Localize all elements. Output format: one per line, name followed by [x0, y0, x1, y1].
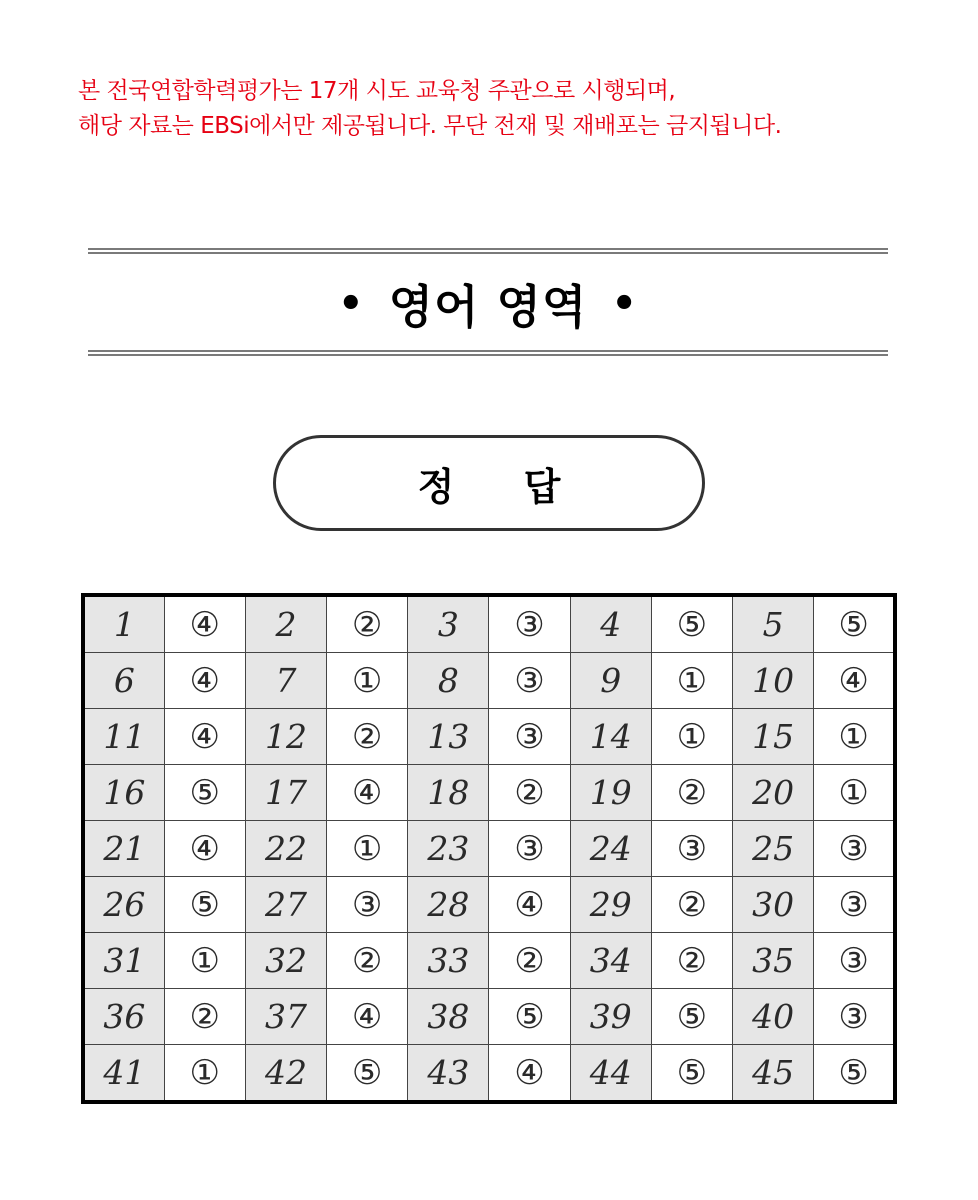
table-row	[83, 989, 895, 1045]
table-row	[83, 877, 895, 933]
question-number: 39	[570, 989, 651, 1045]
answer-choice: ③	[814, 821, 895, 877]
question-number: 10	[733, 653, 814, 709]
question-number: 6	[83, 653, 164, 709]
question-number: 24	[570, 821, 651, 877]
question-number: 29	[570, 877, 651, 933]
question-number: 26	[83, 877, 164, 933]
table-row	[83, 821, 895, 877]
answer-choice: ③	[489, 653, 570, 709]
question-number: 27	[245, 877, 326, 933]
question-number: 32	[245, 933, 326, 989]
answer-choice: ⑤	[327, 1045, 408, 1103]
question-number: 36	[83, 989, 164, 1045]
question-number: 13	[408, 709, 489, 765]
question-number: 21	[83, 821, 164, 877]
title-bottom-rule	[88, 350, 888, 356]
answer-choice: ②	[327, 933, 408, 989]
question-number: 37	[245, 989, 326, 1045]
answer-choice: ③	[814, 989, 895, 1045]
answer-choice: ⑤	[489, 989, 570, 1045]
answer-choice: ④	[327, 765, 408, 821]
answer-choice: ③	[489, 595, 570, 653]
answer-choice: ①	[651, 653, 732, 709]
question-number: 45	[733, 1045, 814, 1103]
answer-choice: ⑤	[651, 989, 732, 1045]
question-number: 30	[733, 877, 814, 933]
notice-line-2: 해당 자료는 EBSi에서만 제공됩니다. 무단 전재 및 재배포는 금지됩니다.	[78, 113, 782, 139]
question-number: 34	[570, 933, 651, 989]
question-number: 17	[245, 765, 326, 821]
question-number: 20	[733, 765, 814, 821]
question-number: 40	[733, 989, 814, 1045]
table-row	[83, 595, 895, 653]
answer-choice: ④	[327, 989, 408, 1045]
table-row	[83, 933, 895, 989]
answer-choice: ③	[489, 709, 570, 765]
question-number: 18	[408, 765, 489, 821]
subject-title	[88, 262, 888, 346]
notice-line-1: 본 전국연합학력평가는 17개 시도 교육청 주관으로 시행되며,	[78, 78, 676, 104]
question-number: 5	[733, 595, 814, 653]
question-number: 28	[408, 877, 489, 933]
question-number: 42	[245, 1045, 326, 1103]
bullet-left: •	[338, 281, 365, 327]
table-row	[83, 1045, 895, 1103]
answer-choice: ⑤	[651, 595, 732, 653]
answer-choice: ④	[164, 595, 245, 653]
answer-table	[81, 593, 897, 1104]
subject-title-text: 영어 영역	[388, 280, 588, 334]
answer-choice: ④	[489, 1045, 570, 1103]
question-number: 4	[570, 595, 651, 653]
question-number: 9	[570, 653, 651, 709]
question-number: 38	[408, 989, 489, 1045]
question-number: 14	[570, 709, 651, 765]
answer-choice: ②	[489, 765, 570, 821]
question-number: 33	[408, 933, 489, 989]
answer-choice: ③	[651, 821, 732, 877]
answer-choice: ①	[327, 653, 408, 709]
question-number: 44	[570, 1045, 651, 1103]
answer-choice: ④	[164, 653, 245, 709]
answer-choice: ⑤	[164, 877, 245, 933]
question-number: 22	[245, 821, 326, 877]
question-number: 23	[408, 821, 489, 877]
answer-choice: ③	[814, 933, 895, 989]
question-number: 35	[733, 933, 814, 989]
answer-choice: ④	[489, 877, 570, 933]
answer-choice: ①	[814, 709, 895, 765]
answer-choice: ②	[651, 933, 732, 989]
answer-choice: ②	[327, 595, 408, 653]
question-number: 8	[408, 653, 489, 709]
answer-choice: ①	[164, 1045, 245, 1103]
question-number: 15	[733, 709, 814, 765]
table-row	[83, 765, 895, 821]
copyright-notice	[78, 74, 938, 144]
answer-choice: ③	[814, 877, 895, 933]
answer-choice: ⑤	[651, 1045, 732, 1103]
answer-choice: ④	[164, 821, 245, 877]
question-number: 25	[733, 821, 814, 877]
answer-choice: ①	[814, 765, 895, 821]
answer-choice: ②	[164, 989, 245, 1045]
question-number: 19	[570, 765, 651, 821]
table-row	[83, 653, 895, 709]
bullet-right: •	[611, 281, 638, 327]
question-number: 31	[83, 933, 164, 989]
question-number: 11	[83, 709, 164, 765]
question-number: 3	[408, 595, 489, 653]
answer-choice: ⑤	[164, 765, 245, 821]
question-number: 7	[245, 653, 326, 709]
question-number: 41	[83, 1045, 164, 1103]
answer-choice: ⑤	[814, 595, 895, 653]
answer-choice: ①	[651, 709, 732, 765]
answer-choice: ④	[164, 709, 245, 765]
answer-choice: ⑤	[814, 1045, 895, 1103]
answer-choice: ②	[327, 709, 408, 765]
answer-choice: ③	[327, 877, 408, 933]
answer-label-box	[273, 435, 705, 531]
answer-choice: ②	[651, 765, 732, 821]
question-number: 16	[83, 765, 164, 821]
question-number: 1	[83, 595, 164, 653]
answer-choice: ②	[489, 933, 570, 989]
question-number: 2	[245, 595, 326, 653]
answer-choice: ③	[489, 821, 570, 877]
table-row	[83, 709, 895, 765]
question-number: 12	[245, 709, 326, 765]
answer-choice: ①	[327, 821, 408, 877]
question-number: 43	[408, 1045, 489, 1103]
answer-choice: ④	[814, 653, 895, 709]
answer-choice: ②	[651, 877, 732, 933]
answer-label: 정 답	[417, 464, 589, 509]
title-top-rule	[88, 248, 888, 254]
answer-choice: ①	[164, 933, 245, 989]
